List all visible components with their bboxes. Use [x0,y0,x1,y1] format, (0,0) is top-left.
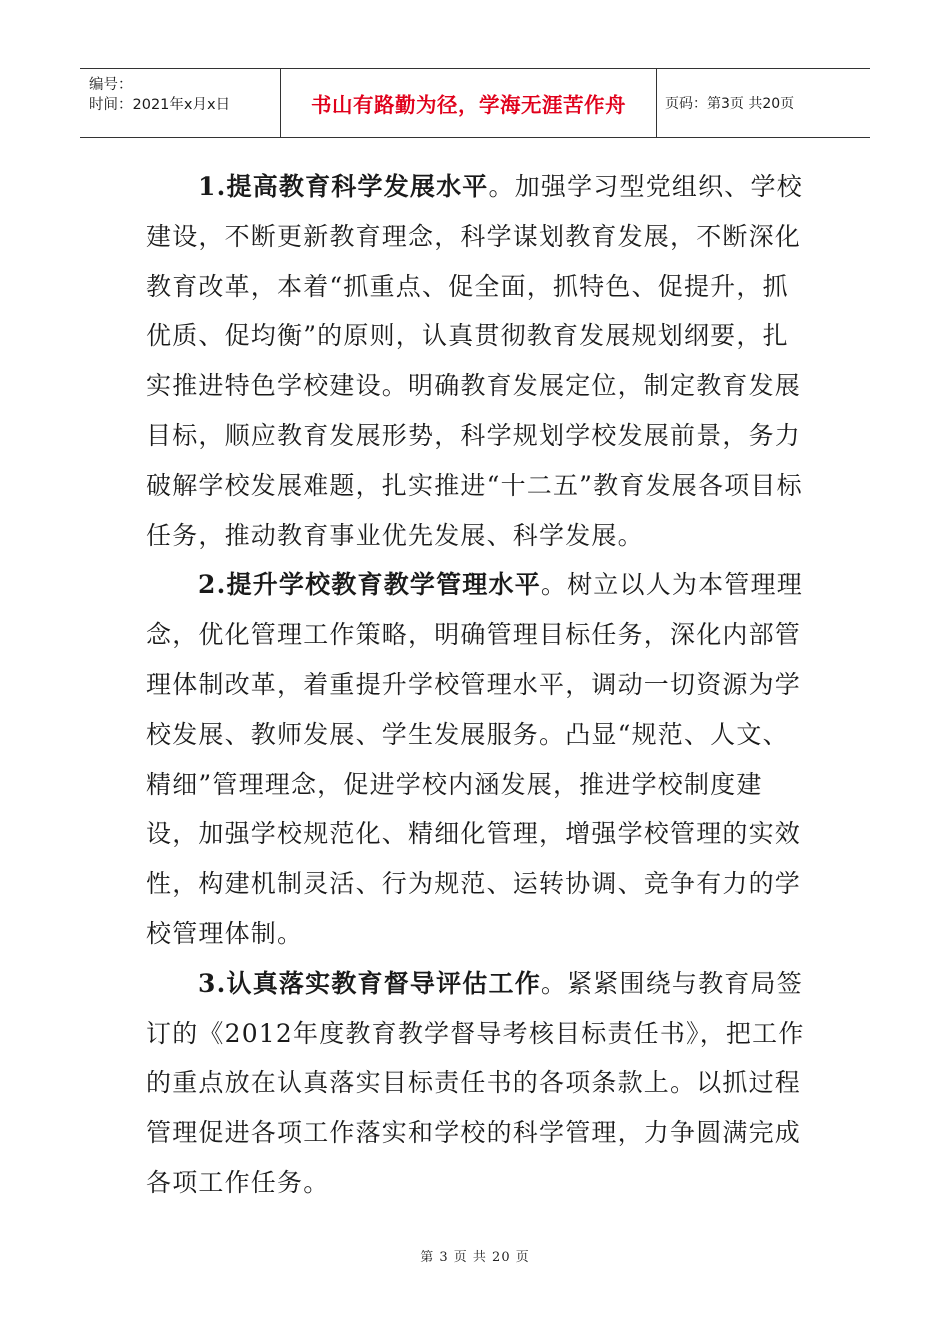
paragraph-2-heading: 2.提升学校教育教学管理水平 [198,570,541,600]
header-motto: 书山有路勤为径，学海无涯苦作舟 [281,69,657,137]
header-meta-cell [80,69,281,137]
paragraph-1-text: 。加强学习型党组织、学校建设，不断更新教育理念，科学谋划教育发展，不断深化教育改革，本着“抓重点、促全面，抓特色、促提升，抓优质、促均衡”的原则，认真贯彻教育发展规划纲要，扎实推进特色学校建设。明确教育发展定位，制定教育发展目标，顺应教育发展形势，科学规划学校发展前景，务力破解学校发展难题，扎实推进“十二五”教育发展各项目标任务，推动教育事业优先发展、科学发展。 [146,172,803,550]
paragraph-3-heading: 3.认真落实教育督导评估工作 [198,968,541,998]
paragraph-3 [146,959,806,1208]
page-header [80,68,870,138]
paragraph-1 [146,162,806,560]
paragraph-3-text: 。紧紧围绕与教育局签订的《2012年度教育教学督导考核目标责任书》，把工作的重点放在认真落实目标责任书的各项条款上。以抓过程管理促进各项工作落实和学校的科学管理，力争圆满完成各项工作任务。 [146,968,805,1197]
document-body [146,162,806,1208]
paragraph-1-heading: 1.提高教育科学发展水平 [198,172,489,201]
header-page-label: 页码：第3页 共20页 [665,96,795,112]
document-number-label: 编号： [89,77,133,93]
document-time-label: 时间：2021年x月x日 [89,97,231,113]
page-footer: 第 3 页 共 20 页 [420,1250,530,1265]
header-page-cell [657,69,870,137]
paragraph-2-text: 。树立以人为本管理理念，优化管理工作策略，明确管理目标任务，深化内部管理体制改革，着重提升学校管理水平，调动一切资源为学校发展、教师发展、学生发展服务。凸显“规范、人文、精细”管理理念，促进学校内涵发展，推进学校制度建设，加强学校规范化、精细化管理，增强学校管理的实效性，构建机制灵活、行为规范、运转协调、竞争有力的学校管理体制。 [146,570,803,948]
paragraph-2 [146,560,806,958]
